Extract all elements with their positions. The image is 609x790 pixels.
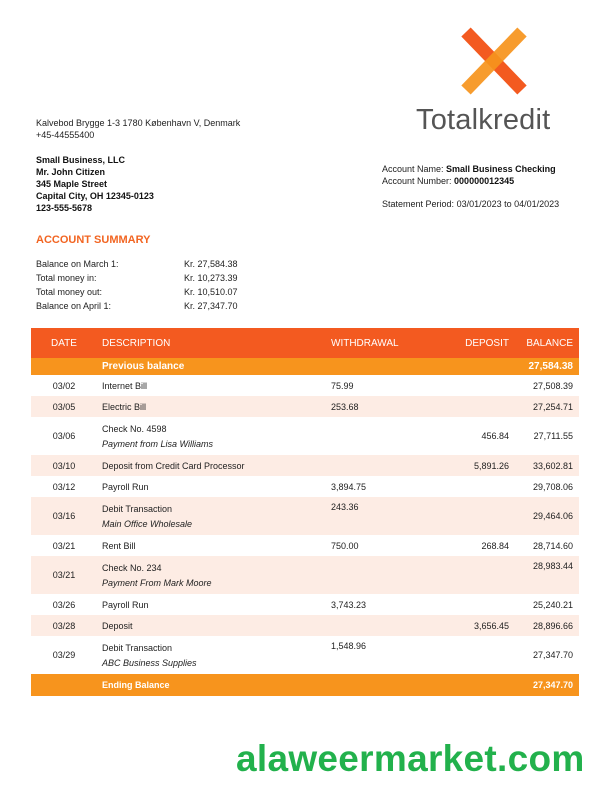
table-row: [31, 535, 579, 556]
account-summary-heading: ACCOUNT SUMMARY: [36, 234, 151, 246]
customer-address: [36, 154, 154, 214]
table-row: [31, 455, 579, 476]
row-deposit: [443, 497, 513, 535]
bank-phone: +45-44555400: [36, 130, 95, 140]
statement-period-label: Statement Period:: [382, 199, 455, 209]
row-balance: 27,347.70: [532, 650, 573, 660]
row-balance: 33,602.81: [513, 455, 579, 476]
account-summary: [36, 257, 238, 313]
previous-balance-row: [31, 358, 579, 375]
summary-value: Kr. 27,347.70: [184, 301, 238, 311]
account-name-line: [382, 163, 556, 175]
row-description: Deposit from Credit Card Processor: [97, 455, 331, 476]
row-date: 03/02: [52, 380, 76, 391]
row-withdrawal: 243.36: [331, 497, 443, 535]
statement-period: [382, 199, 559, 209]
summary-value: Kr. 27,584.38: [184, 259, 238, 269]
row-balance: 25,240.21: [532, 599, 573, 610]
row-deposit: [443, 636, 513, 674]
bank-address-line: Kalvebod Brygge 1-3 1780 København V, Denmark: [36, 118, 241, 128]
table-row: [31, 417, 579, 455]
row-balance: 28,983.44: [513, 556, 579, 594]
table-row: [31, 375, 579, 396]
account-number-line: [382, 175, 556, 187]
row-description-cell: [97, 497, 331, 535]
customer-city: Capital City, OH 12345-0123: [36, 191, 154, 201]
summary-value: Kr. 10,510.07: [184, 287, 238, 297]
account-number-value: 000000012345: [454, 176, 515, 186]
header-deposit: DEPOSIT: [443, 328, 513, 358]
header-description: DESCRIPTION: [97, 328, 331, 358]
account-info: [382, 163, 556, 187]
statement-period-value: 03/01/2023 to 04/01/2023: [456, 199, 560, 209]
row-description-sub: Payment from Lisa Williams: [102, 438, 213, 449]
row-balance: 29,464.06: [513, 497, 579, 535]
totalkredit-x-logo-icon: [458, 26, 530, 96]
row-date: 03/26: [52, 599, 76, 610]
row-description: Debit Transaction: [102, 503, 173, 514]
customer-street: 345 Maple Street: [36, 179, 108, 189]
row-deposit: [443, 396, 513, 417]
row-deposit: 3,656.45: [443, 615, 513, 636]
account-name-value: Small Business Checking: [446, 164, 556, 174]
row-date: 03/16: [31, 497, 97, 535]
row-withdrawal: [331, 455, 443, 476]
customer-phone: 123-555-5678: [36, 203, 93, 213]
row-balance: 28,714.60: [532, 540, 573, 551]
row-date: 03/10: [31, 455, 97, 476]
row-description: Check No. 234: [102, 562, 162, 573]
row-deposit: [443, 476, 513, 497]
row-deposit: 5,891.26: [443, 455, 513, 476]
row-withdrawal: [331, 417, 443, 455]
row-deposit: 456.84: [481, 431, 509, 441]
row-balance: 27,508.39: [532, 380, 573, 391]
row-deposit: [443, 375, 513, 396]
row-date: 03/29: [52, 650, 76, 660]
row-date: 03/21: [52, 540, 76, 551]
summary-label: Balance on March 1:: [36, 259, 119, 269]
row-deposit: [443, 594, 513, 615]
summary-row: [36, 299, 238, 313]
row-description: Deposit: [97, 615, 331, 636]
previous-balance-label: Previous balance: [97, 358, 331, 375]
row-date: 03/06: [52, 431, 76, 441]
row-balance: 27,711.55: [533, 431, 573, 441]
row-description: Debit Transaction: [102, 642, 173, 653]
table-row: [31, 497, 579, 535]
header-date: DATE: [31, 328, 97, 358]
table-row: [31, 476, 579, 497]
summary-row: [36, 257, 238, 271]
transactions-table: [31, 328, 579, 696]
row-date: 03/28: [31, 615, 97, 636]
row-balance: 27,254.71: [513, 396, 579, 417]
table-row: [31, 615, 579, 636]
summary-label: Total money out:: [36, 287, 103, 297]
summary-row: [36, 285, 238, 299]
row-withdrawal: 75.99: [331, 380, 354, 391]
row-description: Rent Bill: [102, 540, 136, 551]
table-row: [31, 636, 579, 674]
bank-address: [36, 117, 240, 141]
row-withdrawal: 3,894.75: [331, 481, 367, 492]
row-withdrawal: 1,548.96: [331, 641, 367, 651]
row-description: Check No. 4598: [102, 423, 167, 434]
row-date: 03/05: [31, 396, 97, 417]
row-description: Payroll Run: [102, 599, 149, 610]
table-row: [31, 556, 579, 594]
header-balance: BALANCE: [513, 328, 579, 358]
row-description-sub: Payment From Mark Moore: [102, 577, 212, 588]
row-balance: 28,896.66: [513, 615, 579, 636]
row-description-cell: [97, 417, 331, 455]
account-number-label: Account Number:: [382, 176, 452, 186]
row-description-cell: [97, 556, 331, 594]
row-description: Payroll Run: [102, 481, 149, 492]
row-description: Electric Bill: [97, 396, 331, 417]
row-description-sub: ABC Business Supplies: [102, 657, 197, 668]
row-withdrawal: 750.00: [331, 540, 359, 551]
row-deposit: 268.84: [481, 540, 509, 551]
row-withdrawal: 3,743.23: [331, 599, 367, 610]
watermark-text: alaweermarket.com: [236, 738, 585, 779]
row-withdrawal: 253.68: [331, 396, 443, 417]
row-withdrawal: [331, 615, 443, 636]
customer-company: Small Business, LLC: [36, 155, 126, 165]
row-withdrawal: [331, 556, 443, 594]
summary-value: Kr. 10,273.39: [184, 273, 238, 283]
customer-contact: Mr. John Citizen: [36, 167, 106, 177]
account-name-label: Account Name:: [382, 164, 444, 174]
brand-name: Totalkredit: [416, 104, 551, 136]
row-date: 03/12: [52, 481, 76, 492]
ending-balance-value: 27,347.70: [513, 674, 579, 696]
row-date: 03/21: [31, 556, 97, 594]
row-balance: 29,708.06: [532, 481, 573, 492]
row-description-sub: Main Office Wholesale: [102, 518, 193, 529]
previous-balance-value: 27,584.38: [513, 358, 579, 375]
summary-label: Total money in:: [36, 273, 97, 283]
row-description: Internet Bill: [102, 380, 148, 391]
row-deposit: [443, 556, 513, 594]
table-header-row: [31, 328, 579, 358]
table-row: [31, 594, 579, 615]
header-withdrawal: WITHDRAWAL: [331, 328, 443, 358]
summary-row: [36, 271, 238, 285]
row-description-cell: [97, 636, 331, 674]
ending-balance-label: Ending Balance: [97, 674, 331, 696]
summary-label: Balance on April 1:: [36, 301, 112, 311]
ending-balance-row: [31, 674, 579, 696]
table-row: [31, 396, 579, 417]
